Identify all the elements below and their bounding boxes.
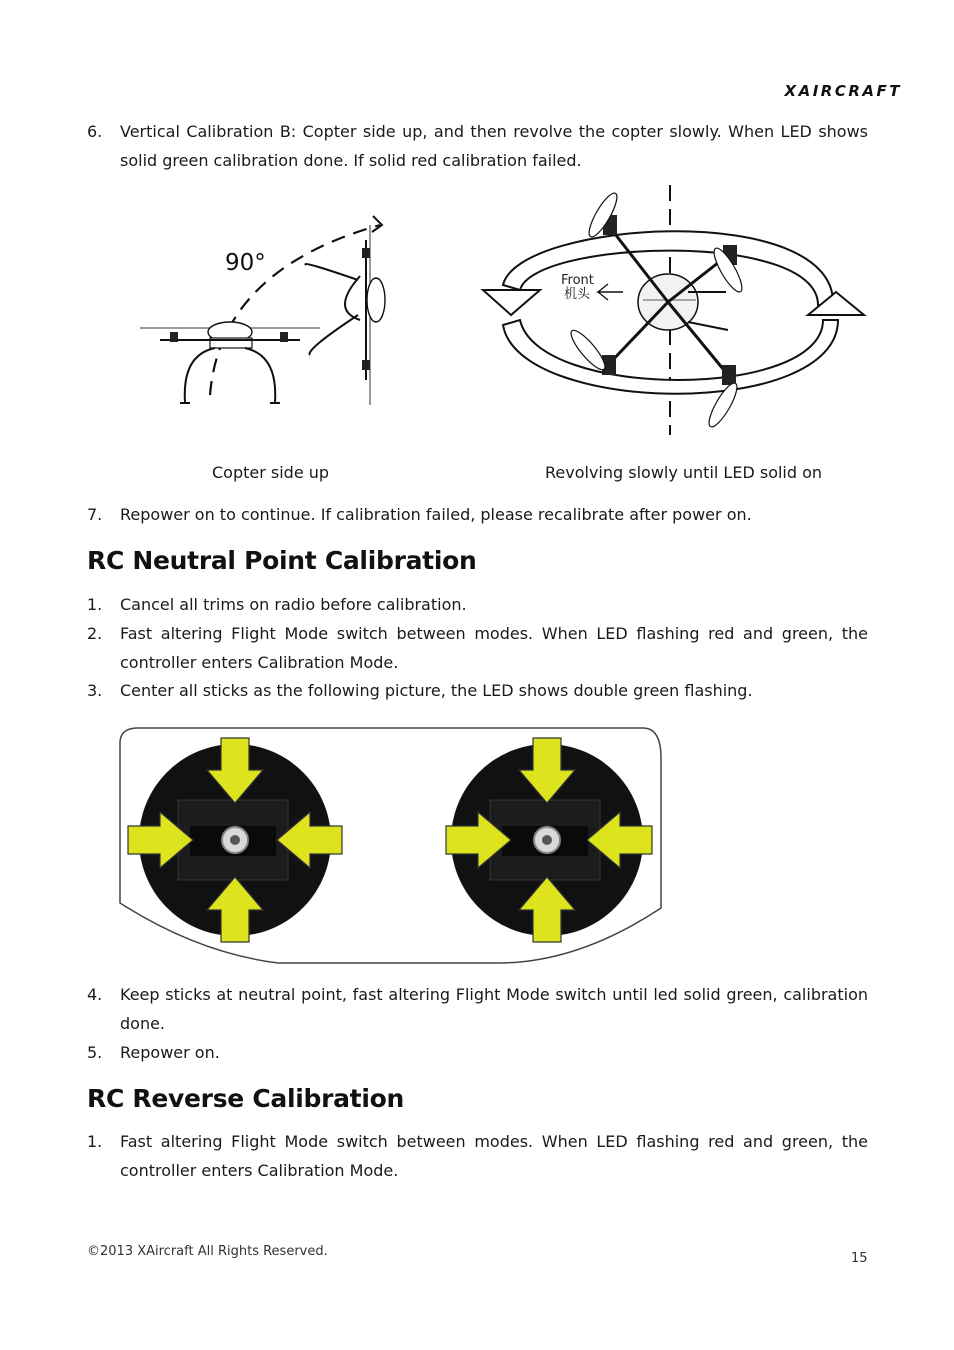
revolving-copter-figure [478, 180, 868, 440]
step-text: Vertical Calibration B: Copter side up, and then revolve the copter slowly. When LED shows solid green calibration done. If solid red calibration failed. [120, 122, 868, 170]
step-6 [87, 117, 868, 175]
step-text: Keep sticks at neutral point, fast altering Flight Mode switch until led solid green, calibration done. [120, 985, 868, 1033]
neutral-step-2 [87, 619, 868, 677]
step-7 [87, 500, 868, 529]
neutral-step-1 [87, 590, 868, 619]
radio-sticks-figure [118, 718, 663, 968]
neutral-step-5 [87, 1038, 868, 1067]
step-number: 2. [87, 624, 103, 643]
heading-rc-reverse: RC Reverse Calibration [87, 1084, 404, 1113]
neutral-step-4 [87, 980, 868, 1038]
step-text: Repower on to continue. If calibration failed, please recalibrate after power on. [120, 505, 752, 524]
step-number: 3. [87, 681, 103, 700]
step-text: Center all sticks as the following picture, the LED shows double green flashing. [120, 681, 753, 700]
step-text: Repower on. [120, 1043, 220, 1062]
angle-label: 90° [225, 250, 266, 276]
step-number: 1. [87, 595, 103, 614]
step-text: Fast altering Flight Mode switch between modes. When LED flashing red and green, the controller enters Calibration Mode. [120, 624, 868, 672]
copter-side-up-figure [130, 180, 410, 420]
step-text: Fast altering Flight Mode switch between modes. When LED flashing red and green, the controller enters Calibration Mode. [120, 1132, 868, 1180]
caption-copter-side-up: Copter side up [212, 463, 330, 482]
caption-revolving: Revolving slowly until LED solid on [545, 463, 823, 482]
front-label: Front [561, 273, 594, 288]
brand-logo: XAIRCRAFT [784, 82, 902, 100]
heading-rc-neutral: RC Neutral Point Calibration [87, 546, 477, 575]
step-number: 4. [87, 985, 103, 1004]
step-number: 6. [87, 122, 103, 141]
front-label-cn: 机头 [564, 287, 591, 302]
neutral-step-3 [87, 676, 868, 705]
footer-copyright: ©2013 XAircraft All Rights Reserved. [87, 1244, 328, 1259]
page-number: 15 [851, 1251, 868, 1266]
reverse-step-1 [87, 1127, 868, 1185]
step-number: 7. [87, 505, 103, 524]
step-text: Cancel all trims on radio before calibration. [120, 595, 467, 614]
step-number: 1. [87, 1132, 103, 1151]
step-number: 5. [87, 1043, 103, 1062]
